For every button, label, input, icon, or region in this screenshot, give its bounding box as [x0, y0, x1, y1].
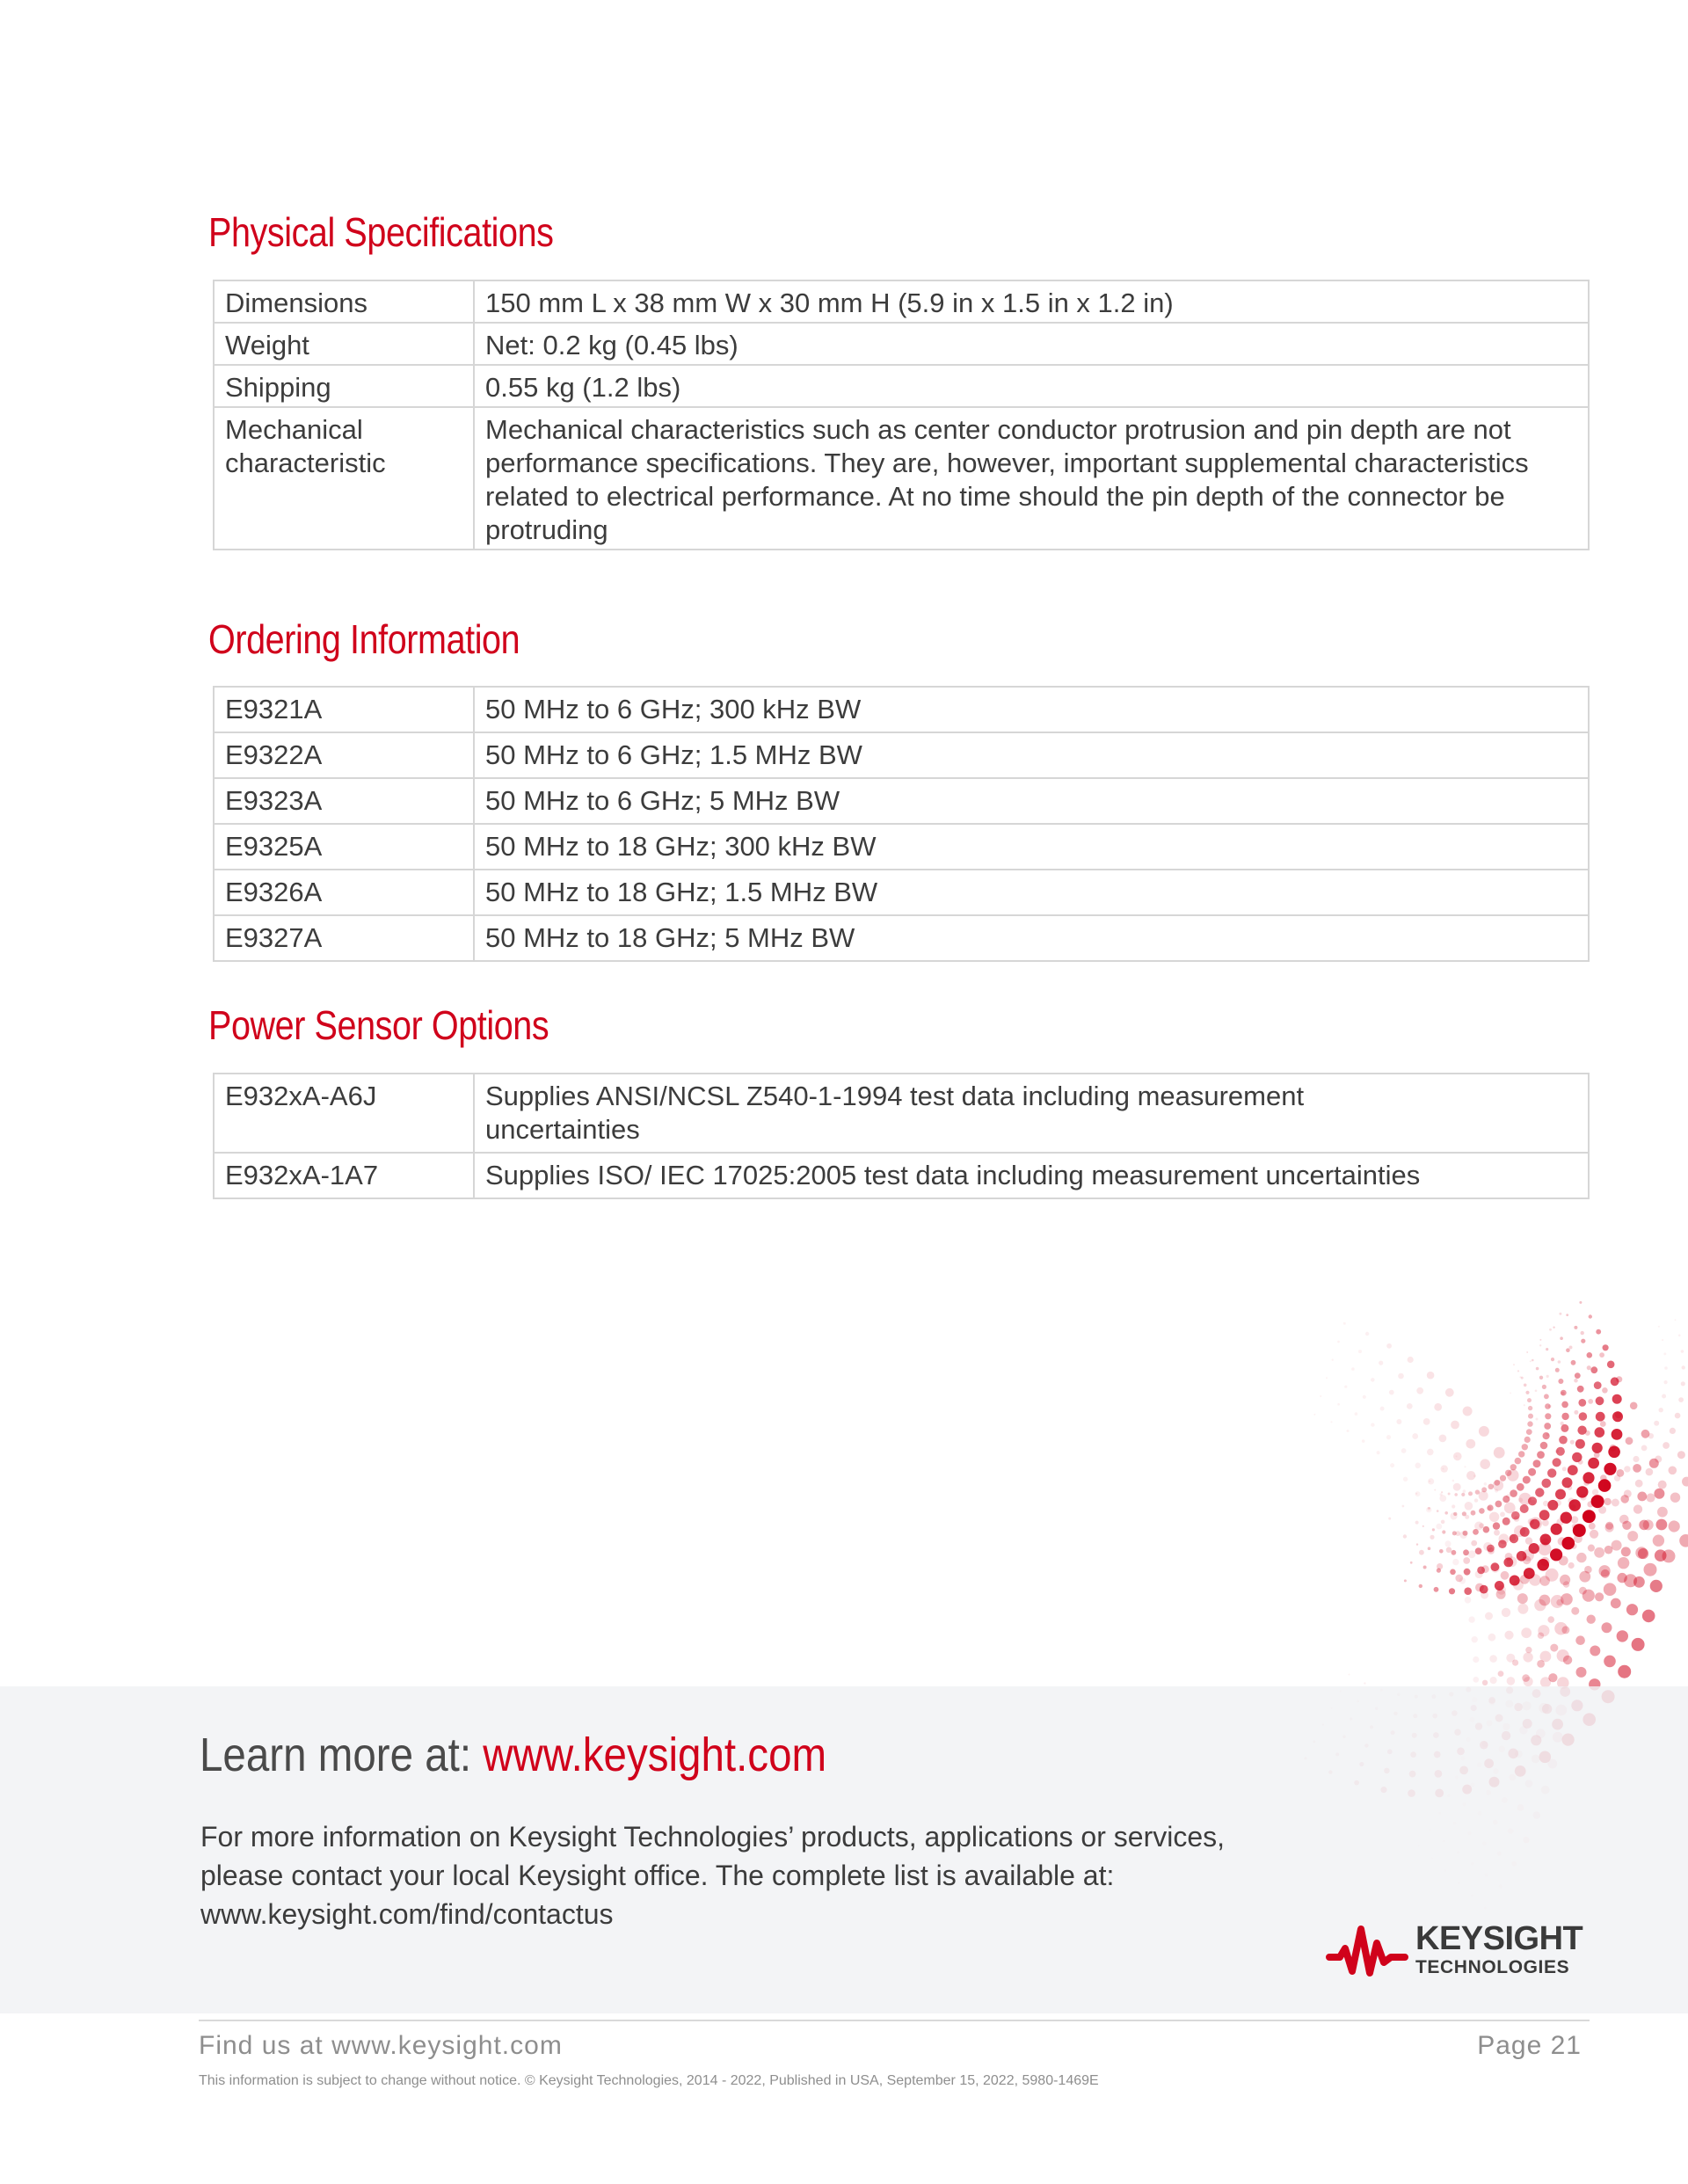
contact-line: please contact your local Keysight office. The complete list is available at:	[200, 1860, 1115, 1891]
logo-subtitle: TECHNOLOGIES	[1415, 1957, 1570, 1977]
table-row	[214, 1074, 1589, 1153]
keysight-website-link[interactable]: www.keysight.com	[483, 1729, 827, 1781]
row-value: 0.55 kg (1.2 lbs)	[474, 365, 1589, 407]
table-row	[214, 732, 1589, 778]
row-value: Mechanical characteristics such as center conductor protrusion and pin depth are not performance specifications. They are, however, important supplemental characteristics related to electrical performance. At no time should the pin depth of the connector be protruding	[474, 407, 1589, 550]
row-value: 150 mm L x 38 mm W x 30 mm H (5.9 in x 1.5 in x 1.2 in)	[474, 280, 1589, 323]
learn-more-heading	[200, 1728, 826, 1782]
model-number: E9326A	[214, 870, 474, 915]
table-row	[214, 824, 1589, 870]
table-row	[214, 1153, 1589, 1198]
model-description: 50 MHz to 6 GHz; 1.5 MHz BW	[474, 732, 1589, 778]
option-code: E932xA-A6J	[214, 1074, 474, 1153]
row-label: Dimensions	[214, 280, 474, 323]
ordering-information-title: Ordering Information	[208, 616, 520, 662]
model-description: 50 MHz to 18 GHz; 1.5 MHz BW	[474, 870, 1589, 915]
model-description: 50 MHz to 6 GHz; 300 kHz BW	[474, 687, 1589, 732]
row-value: Net: 0.2 kg (0.45 lbs)	[474, 323, 1589, 365]
contact-link[interactable]: www.keysight.com/find/contactus	[200, 1898, 614, 1930]
find-us-text: Find us at www.keysight.com	[199, 2031, 563, 2060]
footer-divider	[199, 2020, 1590, 2021]
model-description: 50 MHz to 6 GHz; 5 MHz BW	[474, 778, 1589, 824]
ordering-information-table	[213, 686, 1590, 962]
table-row	[214, 407, 1589, 550]
model-number: E9323A	[214, 778, 474, 824]
page-number: Page 21	[1477, 2031, 1582, 2060]
model-number: E9321A	[214, 687, 474, 732]
physical-specifications-table	[213, 280, 1590, 550]
logo-wordmark: KEYSIGHT	[1415, 1920, 1583, 1957]
model-number: E9322A	[214, 732, 474, 778]
disclaimer-text: This information is subject to change without notice. © Keysight Technologies, 2014 - 2022, Published in USA, September 15, 2022, 5980-1469E	[199, 2073, 1099, 2088]
model-number: E9325A	[214, 824, 474, 870]
model-number: E9327A	[214, 915, 474, 961]
table-row	[214, 915, 1589, 961]
option-description: Supplies ISO/ IEC 17025:2005 test data including measurement uncertainties	[474, 1153, 1589, 1198]
table-row	[214, 365, 1589, 407]
row-label: Shipping	[214, 365, 474, 407]
model-description: 50 MHz to 18 GHz; 300 kHz BW	[474, 824, 1589, 870]
row-label: Mechanical characteristic	[214, 407, 474, 550]
contact-paragraph	[200, 1817, 1299, 1933]
learn-more-prefix: Learn more at:	[200, 1729, 484, 1781]
model-description: 50 MHz to 18 GHz; 5 MHz BW	[474, 915, 1589, 961]
option-description: Supplies ANSI/NCSL Z540-1-1994 test data including measurement uncertainties	[474, 1074, 1589, 1153]
table-row	[214, 687, 1589, 732]
table-row	[214, 870, 1589, 915]
row-label: Weight	[214, 323, 474, 365]
table-row	[214, 778, 1589, 824]
option-code: E932xA-1A7	[214, 1153, 474, 1198]
table-row	[214, 280, 1589, 323]
power-sensor-options-table	[213, 1073, 1590, 1199]
power-sensor-options-title: Power Sensor Options	[208, 1002, 549, 1048]
table-row	[214, 323, 1589, 365]
physical-specifications-title: Physical Specifications	[208, 209, 554, 255]
contact-line: For more information on Keysight Technologies’ products, applications or services,	[200, 1821, 1226, 1853]
